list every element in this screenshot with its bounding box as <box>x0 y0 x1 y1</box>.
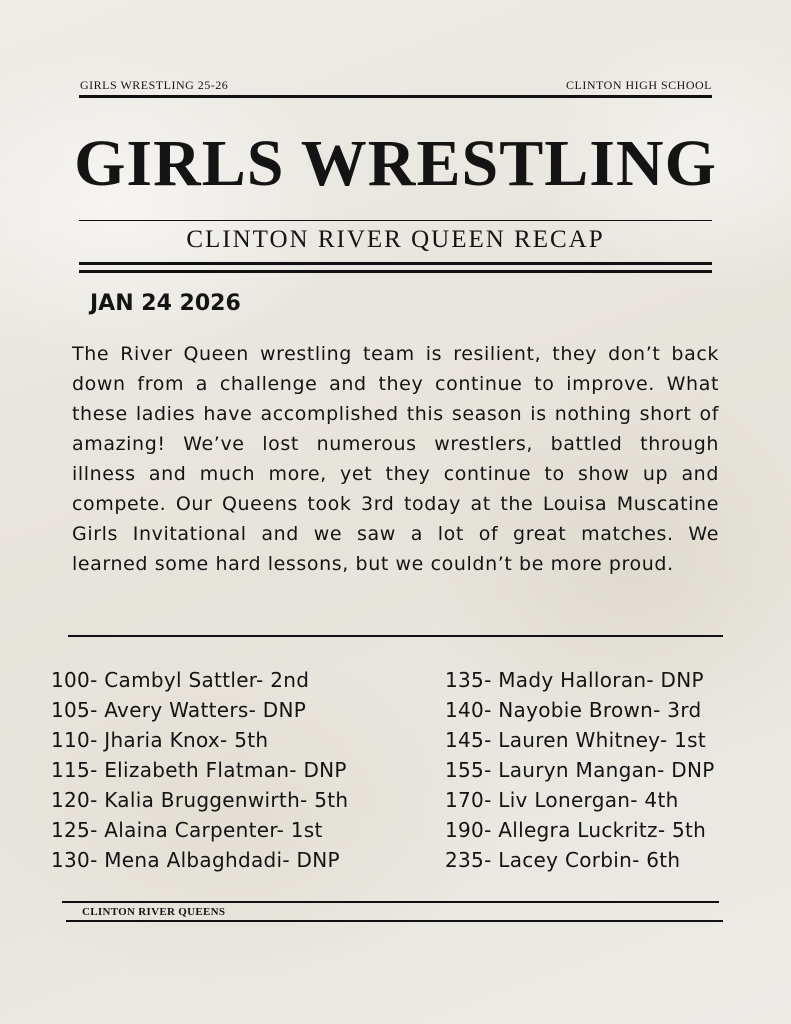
result-item: 115- Elizabeth Flatman- DNP <box>51 758 347 782</box>
footer-label: CLINTON RIVER QUEENS <box>82 906 226 918</box>
results-list-right <box>445 665 715 875</box>
article-date: JAN 24 2026 <box>90 291 241 316</box>
header-right-label: CLINTON HIGH SCHOOL <box>566 78 712 92</box>
header-rule <box>79 95 712 98</box>
result-item: 125- Alaina Carpenter- 1st <box>51 818 323 842</box>
result-item: 130- Mena Albaghdadi- DNP <box>51 848 340 872</box>
result-item: 110- Jharia Knox- 5th <box>51 728 269 752</box>
result-item: 100- Cambyl Sattler- 2nd <box>51 668 310 692</box>
result-item: 135- Mady Halloran- DNP <box>445 668 704 692</box>
result-item: 190- Allegra Luckritz- 5th <box>445 818 707 842</box>
page-title: GIRLS WRESTLING <box>74 127 717 200</box>
result-item: 155- Lauryn Mangan- DNP <box>445 758 715 782</box>
result-item: 170- Liv Lonergan- 4th <box>445 788 679 812</box>
results-list-left <box>51 665 348 875</box>
result-item: 235- Lacey Corbin- 6th <box>445 848 681 872</box>
results-divider <box>68 635 723 637</box>
footer-rule-top <box>62 901 719 903</box>
subtitle-rule-bottom <box>79 270 712 273</box>
subtitle-rule-top <box>79 262 712 265</box>
title-rule <box>79 220 712 221</box>
result-item: 105- Avery Watters- DNP <box>51 698 307 722</box>
footer-rule-bottom <box>66 920 723 922</box>
article-body: The River Queen wrestling team is resilient, they don’t back down from a challenge and they continue to improve. What these ladies have accomplished this season is nothing short of amazing! We’ve lost numerous wrestlers, battled through illness and much more, yet they continue to show up and compete. Our Queens took 3rd today at the Louisa Muscatine Girls Invitational and we saw a lot of great matches. We learned some hard lessons, but we couldn’t be more proud. <box>72 343 719 575</box>
result-item: 145- Lauren Whitney- 1st <box>445 728 707 752</box>
result-item: 140- Nayobie Brown- 3rd <box>445 698 702 722</box>
header-left-label: GIRLS WRESTLING 25-26 <box>80 78 229 92</box>
result-item: 120- Kalia Bruggenwirth- 5th <box>51 788 349 812</box>
page-subtitle: CLINTON RIVER QUEEN RECAP <box>186 226 605 253</box>
